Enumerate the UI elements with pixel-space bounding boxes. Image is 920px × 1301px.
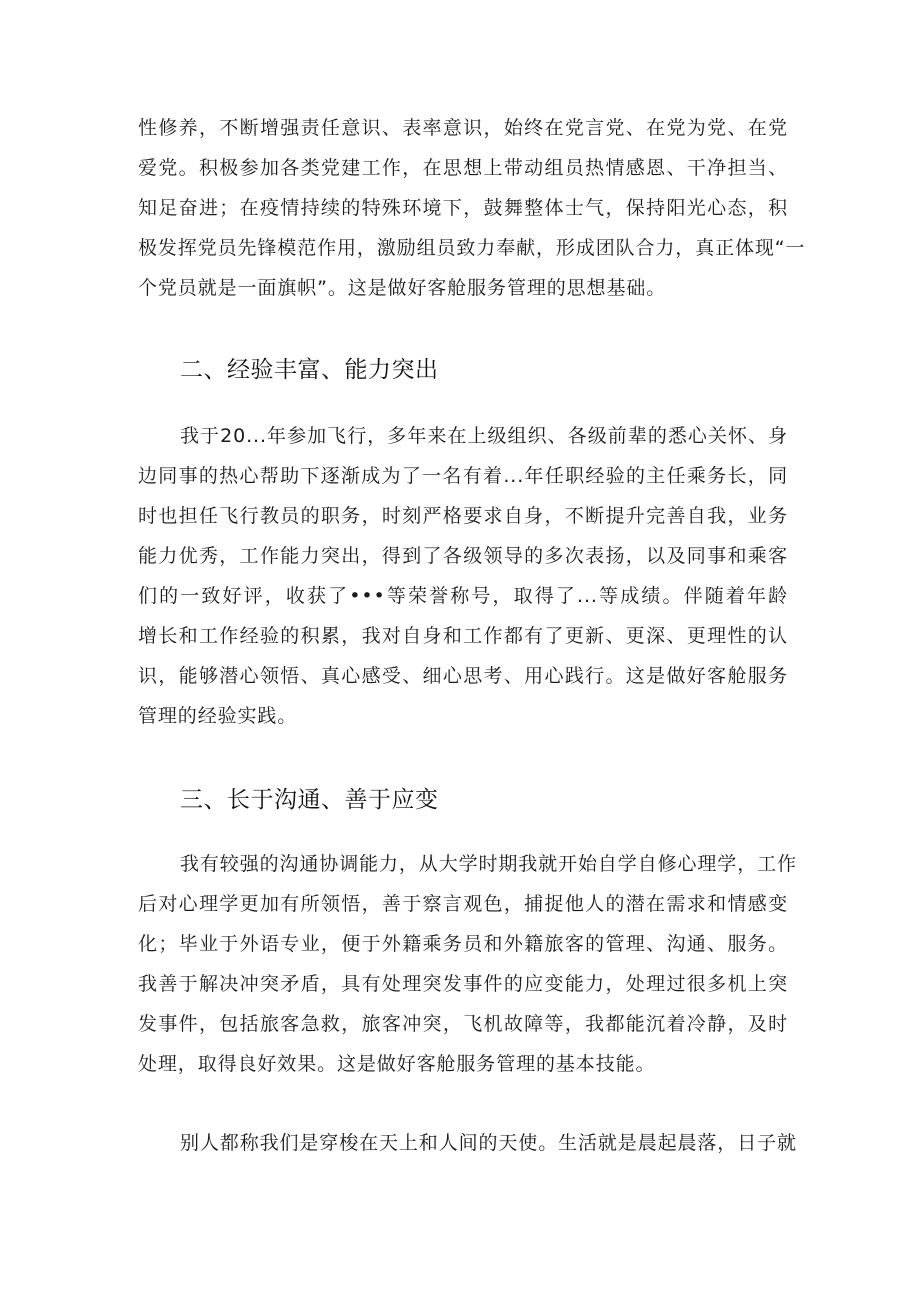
paragraph-line: 们的一致好评，收获了•••等荣誉称号，取得了...等成绩。伴随着年龄 <box>138 585 788 607</box>
paragraph-line: 爱党。积极参加各类党建工作，在思想上带动组员热情感恩、干净担当、 <box>138 157 788 179</box>
paragraph-line: 性修养，不断增强责任意识、表率意识，始终在党言党、在党为党、在党 <box>138 117 788 139</box>
paragraph-line: 我于20...年参加飞行，多年来在上级组织、各级前辈的悉心关怀、身 <box>180 425 788 447</box>
paragraph-line: 处理，取得良好效果。这是做好客舱服务管理的基本技能。 <box>138 1053 656 1075</box>
paragraph-line: 知足奋进；在疫情持续的特殊环境下，鼓舞整体士气，保持阳光心态，积 <box>138 197 788 219</box>
paragraph-line: 时也担任飞行教员的职务，时刻严格要求自身，不断提升完善自我，业务 <box>138 505 788 527</box>
paragraph-line: 能力优秀，工作能力突出，得到了各级领导的多次表扬，以及同事和乘客 <box>138 545 788 567</box>
section-heading: 三、长于沟通、善于应变 <box>180 787 439 813</box>
section-heading: 二、经验丰富、能力突出 <box>180 357 439 383</box>
paragraph-line: 极发挥党员先锋模范作用，激励组员致力奉献，形成团队合力，真正体现“一 <box>138 237 806 259</box>
paragraph-line: 我有较强的沟通协调能力，从大学时期我就开始自学自修心理学，工作 <box>180 853 797 875</box>
paragraph-line: 边同事的热心帮助下逐渐成为了一名有着...年任职经验的主任乘务长，同 <box>138 465 788 487</box>
paragraph-line: 识，能够潜心领悟、真心感受、细心思考、用心践行。这是做好客舱服务 <box>138 665 788 687</box>
paragraph-line: 后对心理学更加有所领悟，善于察言观色，捕捉他人的潜在需求和情感变 <box>138 893 788 915</box>
paragraph-line: 我善于解决冲突矛盾，具有处理突发事件的应变能力，处理过很多机上突 <box>138 973 788 995</box>
paragraph-line: 个党员就是一面旗帜”。这是做好客舱服务管理的思想基础。 <box>138 277 667 299</box>
paragraph-line: 管理的经验实践。 <box>138 705 298 727</box>
paragraph-line: 发事件，包括旅客急救，旅客冲突，飞机故障等，我都能沉着冷静，及时 <box>138 1013 788 1035</box>
paragraph-line: 别人都称我们是穿梭在天上和人间的天使。生活就是晨起晨落，日子就 <box>180 1132 797 1154</box>
paragraph-line: 化；毕业于外语专业，便于外籍乘务员和外籍旅客的管理、沟通、服务。 <box>138 933 788 955</box>
paragraph-line: 增长和工作经验的积累，我对自身和工作都有了更新、更深、更理性的认 <box>138 625 788 647</box>
